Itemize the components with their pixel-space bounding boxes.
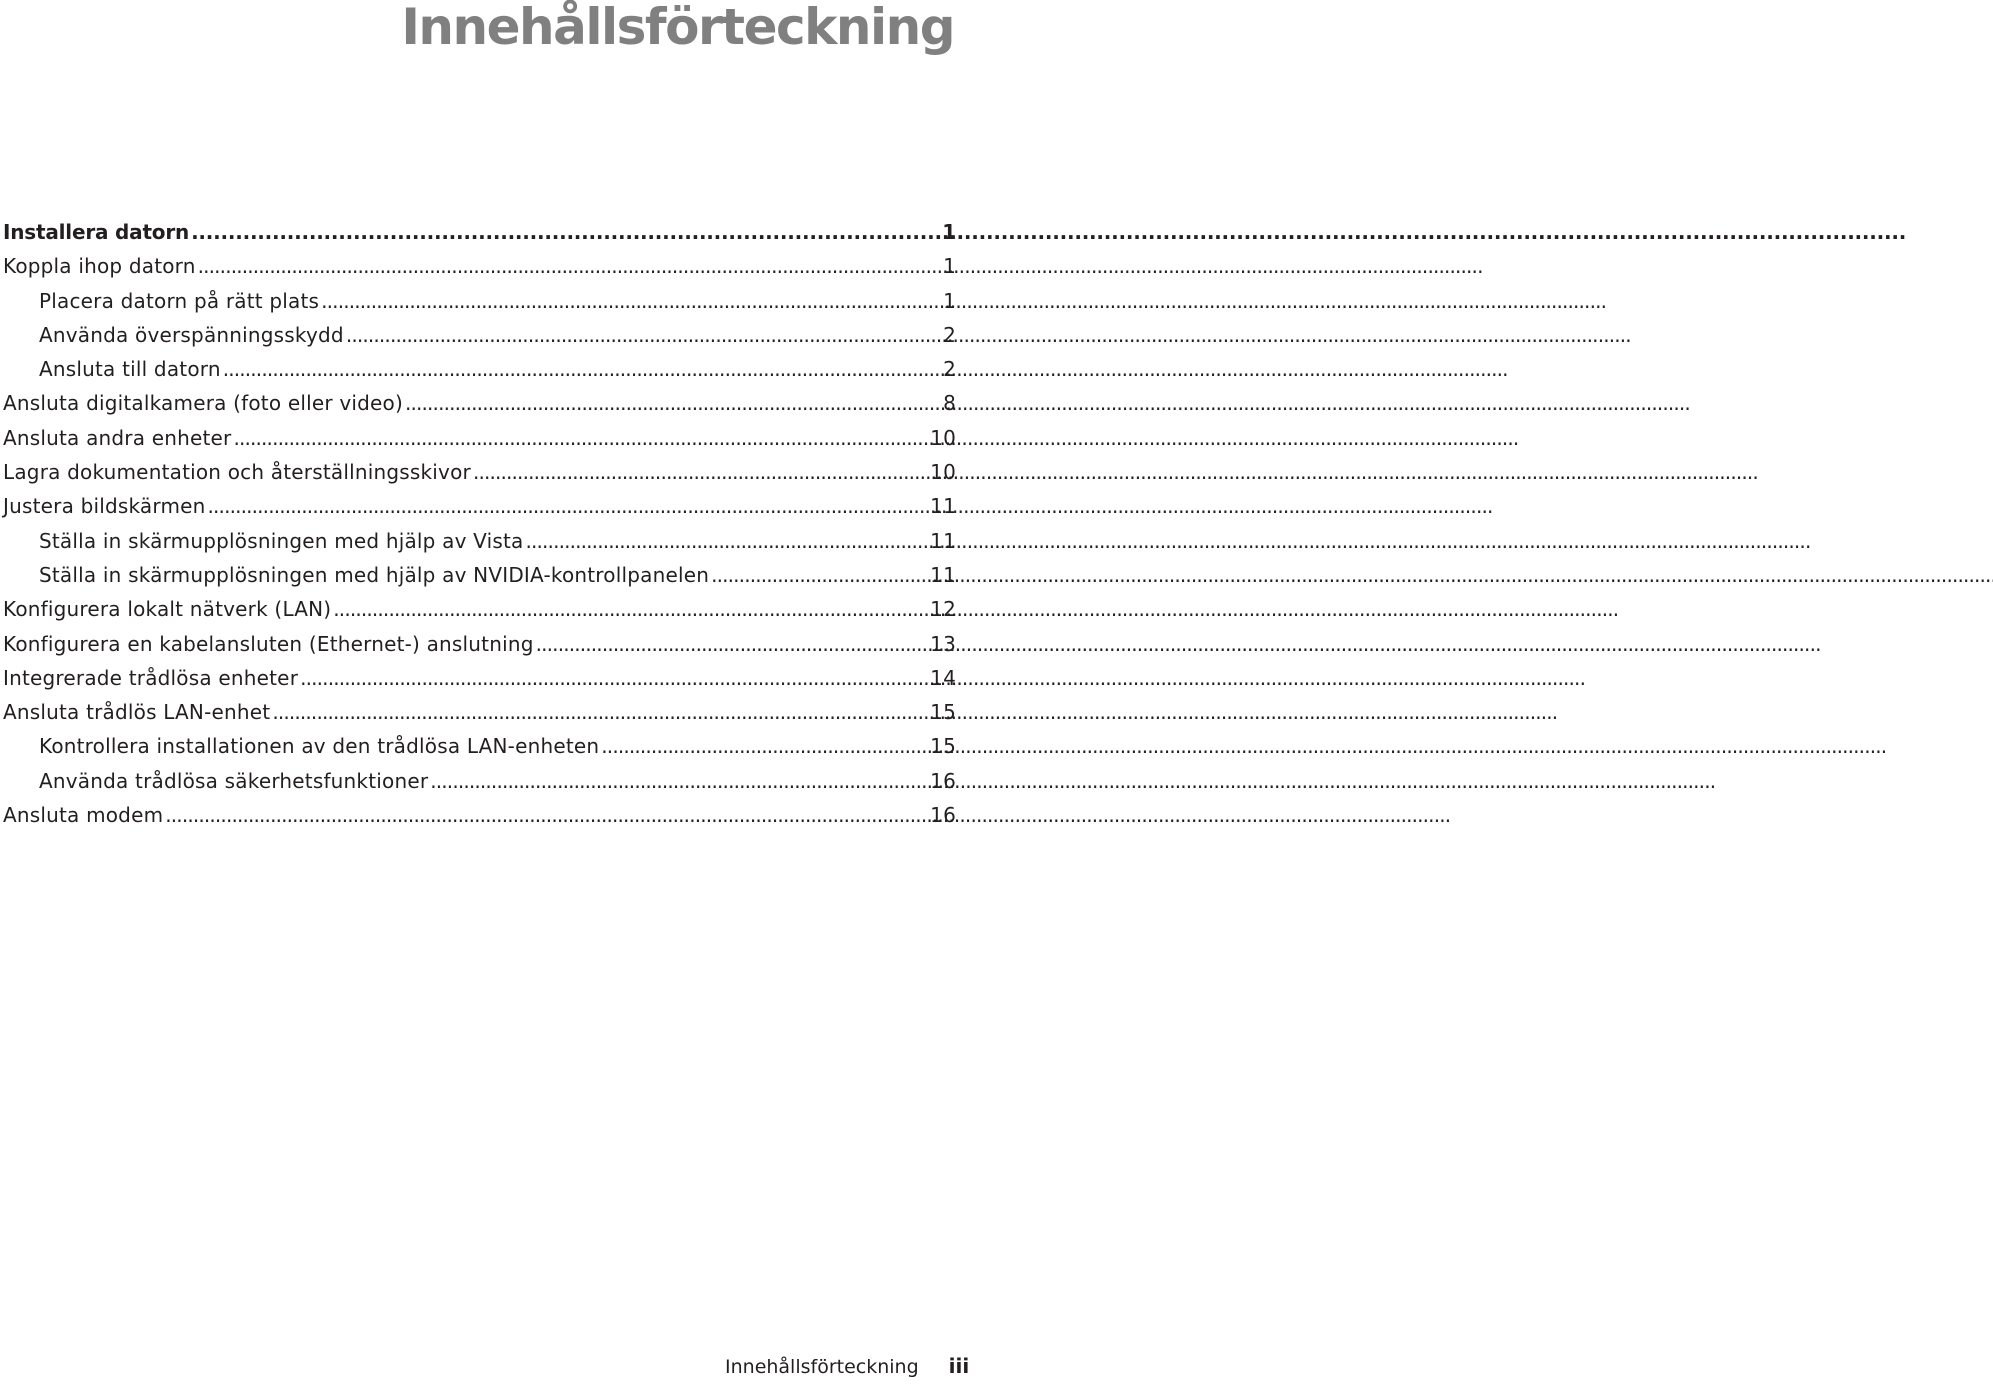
toc-entry-label: Lagra dokumentation och återställningsskivor: [3, 460, 471, 485]
toc-entry-label: Kontrollera installationen av den trådlösa LAN-enheten: [39, 734, 600, 759]
toc-dot-leader: [536, 632, 929, 656]
footer-section-title: Innehållsförteckning: [725, 1356, 919, 1378]
toc-dot-leader: [191, 220, 940, 244]
toc-entry-page: 2: [943, 357, 956, 382]
toc-entry[interactable]: [3, 666, 956, 700]
toc-entry[interactable]: [3, 357, 956, 391]
toc-dot-leader: [223, 357, 941, 381]
toc-dot-leader: [473, 460, 928, 484]
toc-entry[interactable]: [3, 769, 956, 803]
toc-entry-label: Ansluta digitalkamera (foto eller video): [3, 391, 403, 416]
toc-entry[interactable]: [3, 529, 956, 563]
toc-entry-label: Konfigurera en kabelansluten (Ethernet-) anslutning: [3, 631, 534, 656]
toc-entry-page: 1: [942, 220, 956, 244]
toc-entry[interactable]: [3, 700, 956, 734]
toc-entry[interactable]: [3, 563, 956, 597]
toc-entry-page: 1: [943, 254, 956, 279]
toc-dot-leader: [601, 734, 928, 758]
toc-dot-leader: [405, 391, 941, 415]
toc-entry-label: Konfigurera lokalt nätverk (LAN): [3, 597, 332, 622]
toc-entry-page: 10: [930, 460, 956, 485]
toc-entry-page: 11: [930, 528, 956, 553]
toc-entry-label: Ställa in skärmupplösningen med hjälp av NVIDIA-kontrollpanelen: [39, 562, 710, 587]
toc-entry-label: Använda trådlösa säkerhetsfunktioner: [39, 768, 429, 793]
toc-entry-page: 8: [943, 391, 956, 416]
toc-entry-page: 2: [943, 322, 956, 347]
toc-entry[interactable]: [3, 426, 956, 460]
toc-entry-label: Placera datorn på rätt plats: [39, 288, 320, 313]
toc-entry-label: Ansluta modem: [3, 803, 164, 828]
toc-dot-leader: [233, 426, 928, 450]
toc-dot-leader: [321, 289, 941, 313]
toc-entry-page: 16: [930, 768, 956, 793]
toc-entry[interactable]: [3, 460, 956, 494]
toc-entry[interactable]: [3, 391, 956, 425]
toc-dot-leader: [711, 563, 928, 587]
toc-entry-page: 15: [930, 700, 956, 725]
toc-entry-page: 11: [930, 494, 956, 519]
toc-dot-leader: [346, 323, 941, 347]
toc-entry[interactable]: [3, 597, 956, 631]
page-footer: [725, 1354, 969, 1378]
toc-entry-label: Justera bildskärmen: [3, 494, 206, 519]
table-of-contents: [3, 220, 956, 837]
toc-entry[interactable]: [3, 803, 956, 837]
toc-dot-leader: [198, 254, 941, 278]
footer-page-number: iii: [948, 1354, 970, 1378]
toc-dot-leader: [430, 769, 928, 793]
toc-entry[interactable]: [3, 632, 956, 666]
toc-entry[interactable]: [3, 734, 956, 768]
toc-entry-label: Ansluta andra enheter: [3, 425, 232, 450]
toc-entry[interactable]: [3, 323, 956, 357]
toc-dot-leader: [300, 666, 928, 690]
toc-dot-leader: [208, 494, 929, 518]
toc-entry-page: 11: [930, 562, 956, 587]
toc-entry-page: 15: [930, 734, 956, 759]
toc-entry-label: Ställa in skärmupplösningen med hjälp av Vista: [39, 528, 524, 553]
toc-entry-page: 13: [930, 631, 956, 656]
toc-dot-leader: [165, 803, 928, 827]
toc-dot-leader: [526, 529, 929, 553]
toc-dot-leader: [272, 700, 928, 724]
toc-entry[interactable]: [3, 220, 956, 254]
page-title: Innehållsförteckning: [401, 0, 954, 56]
toc-dot-leader: [333, 597, 928, 621]
toc-entry-label: Koppla ihop datorn: [3, 254, 196, 279]
toc-entry-page: 1: [943, 288, 956, 313]
toc-entry[interactable]: [3, 494, 956, 528]
toc-entry-page: 16: [930, 803, 956, 828]
toc-entry-label: Integrerade trådlösa enheter: [3, 665, 299, 690]
toc-entry-page: 10: [930, 425, 956, 450]
toc-entry[interactable]: [3, 254, 956, 288]
toc-entry-label: Ansluta till datorn: [39, 357, 221, 382]
toc-entry-page: 14: [930, 665, 956, 690]
toc-entry[interactable]: [3, 289, 956, 323]
toc-entry-label: Installera datorn: [3, 220, 190, 244]
toc-entry-label: Ansluta trådlös LAN-enhet: [3, 700, 271, 725]
toc-entry-page: 12: [930, 597, 956, 622]
toc-entry-label: Använda överspänningsskydd: [39, 322, 344, 347]
